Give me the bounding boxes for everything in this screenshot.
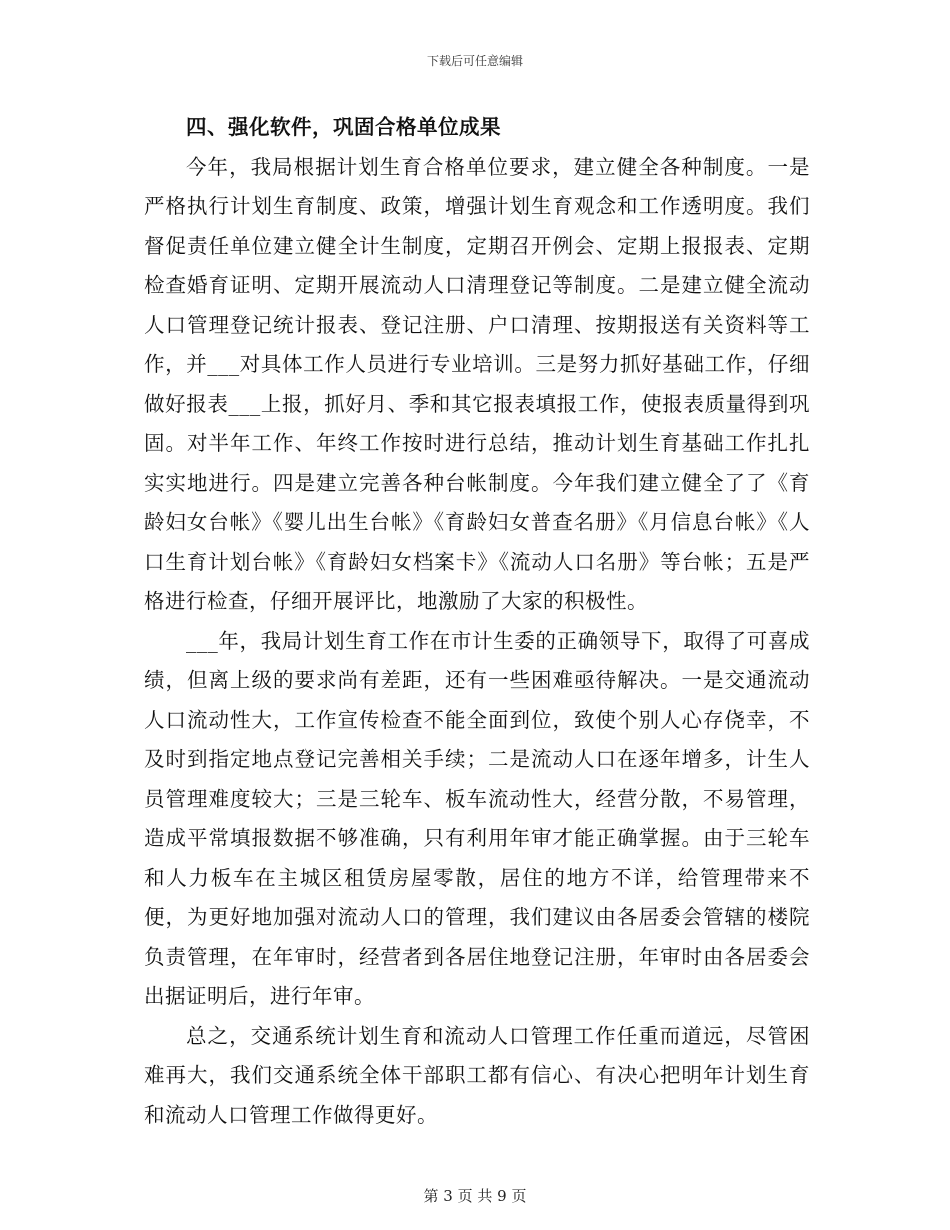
page-header-note: 下载后可任意编辑	[426, 54, 523, 68]
paragraph-3: 总之，交通系统计划生育和流动人口管理工作任重而道远，尽管困难再大，我们交通系统全体干部职工都有信心、有决心把明年计划生育和流动人口管理工作做得更好。	[144, 1023, 810, 1127]
page-number-footer: 第 3 页 共 9 页	[423, 1187, 527, 1205]
section-heading: 四、强化软件，巩固合格单位成果	[186, 115, 501, 139]
document-body	[144, 108, 810, 1135]
paragraph-2: ___年，我局计划生育工作在市计生委的正确领导下，取得了可喜成绩，但离上级的要求尚有差距，还有一些困难亟待解决。一是交通流动人口流动性大，工作宣传检查不能全面到位，致使个别人心存侥幸，不及时到指定地点登记完善相关手续；二是流动人口在逐年增多，计生人员管理难度较大；三是三轮车、板车流动性大，经营分散，不易管理，造成平常填报数据不够准确，只有利用年审才能正确掌握。由于三轮车和人力板车在主城区租赁房屋零散，居住的地方不详，给管理带来不便，为更好地加强对流动人口的管理，我们建议由各居委会管辖的楼院负责管理，在年审时，经营者到各居住地登记注册，年审时由各居委会出据证明后，进行年审。	[144, 628, 810, 1008]
paragraph-1: 今年，我局根据计划生育合格单位要求，建立健全各种制度。一是严格执行计划生育制度、政策，增强计划生育观念和工作透明度。我们督促责任单位建立健全计生制度，定期召开例会、定期上报报表、定期检查婚育证明、定期开展流动人口清理登记等制度。二是建立健全流动人口管理登记统计报表、登记注册、户口清理、按期报送有关资料等工作，并___对具体工作人员进行专业培训。三是努力抓好基础工作，仔细做好报表___上报，抓好月、季和其它报表填报工作，使报表质量得到巩固。对半年工作、年终工作按时进行总结，推动计划生育基础工作扎扎实实地进行。四是建立完善各种台帐制度。今年我们建立健全了了《育龄妇女台帐》《婴儿出生台帐》《育龄妇女普查名册》《月信息台帐》《人口生育计划台帐》《育龄妇女档案卡》《流动人口名册》等台帐；五是严格进行检查，仔细开展评比，地激励了大家的积极性。	[144, 154, 810, 613]
